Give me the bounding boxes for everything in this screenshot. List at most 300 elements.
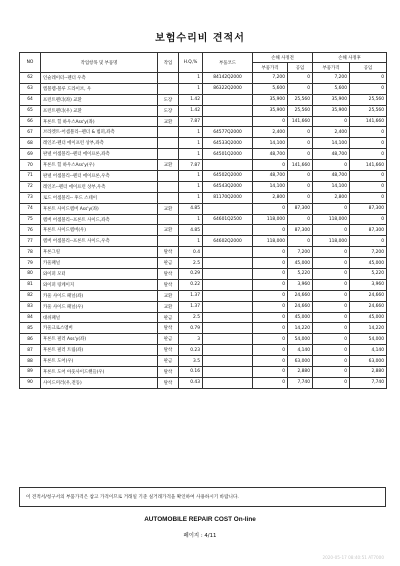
row-labor-after: 0 <box>350 83 387 94</box>
row-code <box>203 203 253 214</box>
row-labor-before: 63,000 <box>288 356 313 367</box>
row-part-price-before: 14,100 <box>253 181 288 192</box>
row-part-price-before: 0 <box>253 312 288 323</box>
row-part-price-after: 0 <box>313 116 350 127</box>
row-work <box>158 73 179 84</box>
row-labor-before: 24,660 <box>288 290 313 301</box>
row-part-price-before: 0 <box>253 116 288 127</box>
row-labor-after: 24,660 <box>350 301 387 312</box>
row-hqty: 0.29 <box>179 269 203 280</box>
row-hqty: 1 <box>179 73 203 84</box>
row-code <box>203 377 253 388</box>
row-item: 레인조-펜더 에이프런 상부,좌측 <box>41 138 158 149</box>
table-row <box>20 345 387 356</box>
table-row <box>20 94 387 105</box>
row-item: 후론트 사이드멤버 Ass'y(좌) <box>41 203 158 214</box>
row-labor-after: 63,000 <box>350 356 387 367</box>
row-part-price-after: 0 <box>313 225 350 236</box>
row-work: 탈착 <box>158 279 179 290</box>
header-code: 부품코드 <box>203 53 253 73</box>
row-labor-after: 0 <box>350 127 387 138</box>
header-after-adjust: 손해 사정후 <box>313 53 387 63</box>
row-labor-after: 0 <box>350 138 387 149</box>
row-item: 판넬 어셈블리--펜더 에이프론,좌측 <box>41 149 158 160</box>
table-row <box>20 236 387 247</box>
row-part-price-before: 35,900 <box>253 94 288 105</box>
header-no: NO <box>20 53 41 73</box>
table-row <box>20 377 387 388</box>
row-labor-after: 3,960 <box>350 279 387 290</box>
table-row <box>20 127 387 138</box>
row-code <box>203 367 253 378</box>
page-number: 페이지 : 4/11 <box>183 533 217 539</box>
row-code <box>203 105 253 116</box>
row-work: 판금 <box>158 258 179 269</box>
row-no: 81 <box>20 279 41 290</box>
row-item: 멤버 어셈블리--프론트 사이드,좌측 <box>41 214 158 225</box>
table-row <box>20 356 387 367</box>
row-part-price-before: 0 <box>253 247 288 258</box>
row-item: 판넬 어셈블리--펜더 에이프론,우측 <box>41 171 158 182</box>
row-part-price-before: 35,900 <box>253 105 288 116</box>
row-part-price-before: 2,800 <box>253 192 288 203</box>
row-labor-before: 0 <box>288 73 313 84</box>
row-part-price-before: 0 <box>253 367 288 378</box>
row-no: 88 <box>20 356 41 367</box>
row-item: 카울 사이드 패널(좌) <box>41 290 158 301</box>
row-code: 64501Q2000 <box>203 149 253 160</box>
print-stamp: 2020-05-17 08:40:51 AT7000 <box>322 555 384 560</box>
table-row <box>20 290 387 301</box>
row-labor-after: 25,560 <box>350 94 387 105</box>
row-labor-after: 87,300 <box>350 203 387 214</box>
row-no: 78 <box>20 247 41 258</box>
row-hqty: 7.87 <box>179 116 203 127</box>
row-part-price-before: 0 <box>253 279 288 290</box>
row-labor-after: 0 <box>350 171 387 182</box>
table-row <box>20 116 387 127</box>
row-work <box>158 127 179 138</box>
row-item: 후론트 힐 하우스Ass'y(좌) <box>41 116 158 127</box>
row-labor-before: 5,220 <box>288 269 313 280</box>
row-labor-before: 25,560 <box>288 105 313 116</box>
row-work <box>158 83 179 94</box>
row-code <box>203 258 253 269</box>
row-work: 교환 <box>158 301 179 312</box>
table-row <box>20 203 387 214</box>
row-hqty: 0.79 <box>179 323 203 334</box>
row-labor-before: 0 <box>288 236 313 247</box>
row-part-price-after: 0 <box>313 203 350 214</box>
row-labor-before: 141,660 <box>288 160 313 171</box>
table-row <box>20 83 387 94</box>
row-item: 후론트 필러 Ass'y(좌) <box>41 334 158 345</box>
row-hqty: 1 <box>179 214 203 225</box>
row-part-price-before: 0 <box>253 334 288 345</box>
table-row <box>20 171 387 182</box>
row-hqty: 1 <box>179 171 203 182</box>
row-work: 교환 <box>158 290 179 301</box>
row-labor-after: 0 <box>350 149 387 160</box>
row-part-price-after: 7,200 <box>313 73 350 84</box>
row-labor-after: 54,000 <box>350 334 387 345</box>
row-labor-before: 24,660 <box>288 301 313 312</box>
row-labor-before: 2,880 <box>288 367 313 378</box>
row-hqty: 1 <box>179 127 203 138</box>
row-part-price-after: 0 <box>313 247 350 258</box>
row-item: 레인조--펜더 에이프런 상부,우측 <box>41 181 158 192</box>
row-part-price-before: 0 <box>253 290 288 301</box>
row-item: 후론트 힐 하우스Ass'y(우) <box>41 160 158 171</box>
row-part-price-after: 0 <box>313 345 350 356</box>
row-part-price-before: 0 <box>253 345 288 356</box>
row-no: 71 <box>20 171 41 182</box>
row-part-price-after: 0 <box>313 356 350 367</box>
row-hqty: 1.37 <box>179 301 203 312</box>
row-labor-before: 87,300 <box>288 225 313 236</box>
row-item: 대쉬패널 <box>41 312 158 323</box>
row-item: 후론트 도어 아웃사이드핸들(우) <box>41 367 158 378</box>
row-code <box>203 290 253 301</box>
header-work: 작업 <box>158 53 179 73</box>
row-labor-after: 4,140 <box>350 345 387 356</box>
row-no: 87 <box>20 345 41 356</box>
row-labor-before: 0 <box>288 171 313 182</box>
row-part-price-before: 7,200 <box>253 73 288 84</box>
row-part-price-after: 0 <box>313 367 350 378</box>
row-code <box>203 160 253 171</box>
row-part-price-before: 0 <box>253 203 288 214</box>
row-code: 81170Q2000 <box>203 192 253 203</box>
row-hqty: 0.43 <box>179 377 203 388</box>
row-part-price-after: 2,800 <box>313 192 350 203</box>
price-notice: 이 견적서/청구서의 부품가격은 참고 가격이므로 거래일 기준 실거래가격을 확인하여 사용하시기 바랍니다. <box>19 487 386 507</box>
row-item: 프런트펜더(좌) 교환 <box>41 94 158 105</box>
header-part-price-after: 부품가격 <box>313 63 350 73</box>
row-part-price-after: 0 <box>313 160 350 171</box>
row-work <box>158 214 179 225</box>
row-labor-after: 87,300 <box>350 225 387 236</box>
row-part-price-before: 14,100 <box>253 138 288 149</box>
row-hqty: 2.5 <box>179 312 203 323</box>
table-row <box>20 214 387 225</box>
row-item: 인슐레이터--펜더 우측 <box>41 73 158 84</box>
footer-title: AUTOMOBILE REPAIR COST On-line <box>144 516 256 523</box>
row-labor-after: 141,660 <box>350 160 387 171</box>
row-hqty: 0.23 <box>179 345 203 356</box>
table-row <box>20 323 387 334</box>
row-labor-before: 0 <box>288 214 313 225</box>
row-work: 탈착 <box>158 345 179 356</box>
row-code <box>203 301 253 312</box>
row-part-price-before: 118,000 <box>253 214 288 225</box>
row-no: 67 <box>20 127 41 138</box>
table-row <box>20 247 387 258</box>
row-labor-before: 25,560 <box>288 94 313 105</box>
row-labor-before: 141,660 <box>288 116 313 127</box>
row-part-price-after: 14,100 <box>313 181 350 192</box>
row-part-price-before: 0 <box>253 356 288 367</box>
row-labor-after: 7,200 <box>350 247 387 258</box>
row-code <box>203 94 253 105</box>
row-labor-after: 45,000 <box>350 312 387 323</box>
row-part-price-after: 0 <box>313 323 350 334</box>
row-no: 65 <box>20 105 41 116</box>
row-code <box>203 356 253 367</box>
row-hqty: 0.4 <box>179 247 203 258</box>
row-part-price-after: 5,600 <box>313 83 350 94</box>
row-no: 68 <box>20 138 41 149</box>
row-code <box>203 279 253 290</box>
row-work: 탈착 <box>158 367 179 378</box>
row-part-price-after: 118,000 <box>313 214 350 225</box>
table-row <box>20 334 387 345</box>
header-labor-before: 공임 <box>288 63 313 73</box>
row-code <box>203 225 253 236</box>
row-part-price-after: 0 <box>313 312 350 323</box>
row-labor-before: 45,000 <box>288 312 313 323</box>
row-part-price-before: 0 <box>253 160 288 171</box>
row-labor-after: 5,220 <box>350 269 387 280</box>
header-item: 작업항목 및 부품명 <box>41 53 158 73</box>
row-work: 탈착 <box>158 269 179 280</box>
table-row <box>20 279 387 290</box>
row-hqty: 3 <box>179 334 203 345</box>
row-item: 브라켓트-어셈블리--펜더 & 범퍼,좌측 <box>41 127 158 138</box>
row-item: 카울패널 <box>41 258 158 269</box>
row-no: 62 <box>20 73 41 84</box>
table-row <box>20 225 387 236</box>
row-hqty: 1 <box>179 181 203 192</box>
row-labor-before: 0 <box>288 138 313 149</box>
row-item: 멤버 어셈블리--프론트 사이드,우측 <box>41 236 158 247</box>
row-hqty: 3.5 <box>179 356 203 367</box>
row-code <box>203 323 253 334</box>
row-work: 도장 <box>158 94 179 105</box>
row-labor-before: 0 <box>288 127 313 138</box>
row-no: 75 <box>20 214 41 225</box>
row-labor-after: 25,560 <box>350 105 387 116</box>
row-labor-after: 0 <box>350 73 387 84</box>
header-labor-after: 공임 <box>350 63 387 73</box>
row-hqty: 1 <box>179 149 203 160</box>
row-part-price-after: 48,700 <box>313 149 350 160</box>
row-work: 탈착 <box>158 323 179 334</box>
row-code <box>203 312 253 323</box>
row-part-price-after: 0 <box>313 301 350 312</box>
row-work <box>158 138 179 149</box>
row-code: 64543Q2000 <box>203 181 253 192</box>
row-labor-before: 3,960 <box>288 279 313 290</box>
table-row <box>20 269 387 280</box>
row-labor-after: 45,000 <box>350 258 387 269</box>
row-code: 64502Q2000 <box>203 171 253 182</box>
row-labor-before: 4,140 <box>288 345 313 356</box>
row-part-price-before: 48,700 <box>253 149 288 160</box>
row-labor-before: 45,000 <box>288 258 313 269</box>
table-row <box>20 149 387 160</box>
row-part-price-after: 35,900 <box>313 105 350 116</box>
row-code: 64533Q2000 <box>203 138 253 149</box>
row-hqty: 1 <box>179 138 203 149</box>
table-row <box>20 312 387 323</box>
row-code: 64602Q2000 <box>203 236 253 247</box>
row-code <box>203 345 253 356</box>
row-item: 후론트 사이드멤버(우) <box>41 225 158 236</box>
row-labor-before: 54,000 <box>288 334 313 345</box>
row-work: 판금 <box>158 312 179 323</box>
row-work: 도장 <box>158 105 179 116</box>
row-hqty: 1 <box>179 192 203 203</box>
table-row <box>20 258 387 269</box>
row-work: 판금 <box>158 334 179 345</box>
row-part-price-after: 48,700 <box>313 171 350 182</box>
row-labor-before: 7,740 <box>288 377 313 388</box>
row-work <box>158 236 179 247</box>
row-work: 교환 <box>158 160 179 171</box>
row-hqty: 1.42 <box>179 94 203 105</box>
row-no: 82 <box>20 290 41 301</box>
row-work: 판금 <box>158 356 179 367</box>
table-row <box>20 301 387 312</box>
row-item: 엠블렘-블루 드라이브, 우 <box>41 83 158 94</box>
row-no: 72 <box>20 181 41 192</box>
row-hqty: 1.37 <box>179 290 203 301</box>
row-hqty: 0.16 <box>179 367 203 378</box>
row-part-price-after: 0 <box>313 269 350 280</box>
row-item: 와이퍼 모터 <box>41 269 158 280</box>
row-labor-after: 0 <box>350 236 387 247</box>
header-hqty: H.Q,% <box>179 53 203 73</box>
row-labor-after: 24,660 <box>350 290 387 301</box>
row-code: 64577Q2000 <box>203 127 253 138</box>
row-work <box>158 149 179 160</box>
row-work: 탈착 <box>158 377 179 388</box>
row-item: 후론트 필러 트림(좌) <box>41 345 158 356</box>
row-part-price-before: 2,400 <box>253 127 288 138</box>
row-part-price-before: 0 <box>253 269 288 280</box>
row-hqty: 1 <box>179 83 203 94</box>
row-part-price-after: 0 <box>313 334 350 345</box>
table-row <box>20 138 387 149</box>
row-no: 80 <box>20 269 41 280</box>
row-part-price-before: 0 <box>253 258 288 269</box>
row-no: 76 <box>20 225 41 236</box>
row-item: 후론트 도어(우) <box>41 356 158 367</box>
row-labor-after: 0 <box>350 192 387 203</box>
table-row <box>20 367 387 378</box>
row-no: 79 <box>20 258 41 269</box>
row-no: 84 <box>20 312 41 323</box>
row-no: 64 <box>20 94 41 105</box>
row-code <box>203 247 253 258</box>
row-item: 와이퍼 링케이지 <box>41 279 158 290</box>
row-part-price-before: 118,000 <box>253 236 288 247</box>
row-work: 교환 <box>158 116 179 127</box>
row-part-price-before: 48,700 <box>253 171 288 182</box>
header-part-price-before: 부품가격 <box>253 63 288 73</box>
row-part-price-after: 0 <box>313 290 350 301</box>
row-no: 74 <box>20 203 41 214</box>
row-labor-after: 0 <box>350 181 387 192</box>
row-labor-before: 87,300 <box>288 203 313 214</box>
header-before-adjust: 손해 사정전 <box>253 53 313 63</box>
row-work <box>158 181 179 192</box>
estimate-table <box>19 52 387 389</box>
row-code: 64601Q2500 <box>203 214 253 225</box>
row-part-price-before: 0 <box>253 225 288 236</box>
table-row <box>20 105 387 116</box>
row-part-price-after: 2,400 <box>313 127 350 138</box>
row-labor-after: 2,880 <box>350 367 387 378</box>
row-work <box>158 192 179 203</box>
row-item: 후론그릴 <box>41 247 158 258</box>
row-no: 89 <box>20 367 41 378</box>
row-work: 교환 <box>158 225 179 236</box>
row-item: 카울 사이드 패널(우) <box>41 301 158 312</box>
row-part-price-after: 0 <box>313 279 350 290</box>
row-labor-after: 7,740 <box>350 377 387 388</box>
row-hqty: 4.85 <box>179 225 203 236</box>
row-part-price-after: 118,000 <box>313 236 350 247</box>
row-no: 73 <box>20 192 41 203</box>
row-labor-before: 0 <box>288 181 313 192</box>
row-no: 86 <box>20 334 41 345</box>
row-no: 77 <box>20 236 41 247</box>
row-work: 교환 <box>158 203 179 214</box>
row-part-price-after: 0 <box>313 377 350 388</box>
row-item: 로드 어셈블리-- 후드 스테이 <box>41 192 158 203</box>
row-labor-after: 14,220 <box>350 323 387 334</box>
row-no: 66 <box>20 116 41 127</box>
row-labor-before: 0 <box>288 83 313 94</box>
row-code: 84142Q2000 <box>203 73 253 84</box>
row-labor-before: 0 <box>288 192 313 203</box>
row-labor-before: 14,220 <box>288 323 313 334</box>
row-labor-before: 0 <box>288 149 313 160</box>
row-work: 탈착 <box>158 247 179 258</box>
row-code: 86322Q2000 <box>203 83 253 94</box>
table-row <box>20 192 387 203</box>
row-hqty: 7.87 <box>179 160 203 171</box>
row-hqty: 1.42 <box>179 105 203 116</box>
row-part-price-after: 0 <box>313 258 350 269</box>
row-part-price-before: 0 <box>253 323 288 334</box>
row-part-price-after: 14,100 <box>313 138 350 149</box>
row-no: 83 <box>20 301 41 312</box>
page-title: 보험수리비 견적서 <box>155 33 245 44</box>
row-no: 69 <box>20 149 41 160</box>
table-row <box>20 160 387 171</box>
row-part-price-before: 0 <box>253 377 288 388</box>
row-code <box>203 116 253 127</box>
row-no: 70 <box>20 160 41 171</box>
row-no: 90 <box>20 377 41 388</box>
row-labor-after: 141,660 <box>350 116 387 127</box>
row-item: 카울크로스멤버 <box>41 323 158 334</box>
row-part-price-before: 5,600 <box>253 83 288 94</box>
row-no: 85 <box>20 323 41 334</box>
row-work <box>158 171 179 182</box>
row-code <box>203 334 253 345</box>
table-row <box>20 73 387 84</box>
row-labor-before: 7,200 <box>288 247 313 258</box>
row-part-price-before: 0 <box>253 301 288 312</box>
row-part-price-after: 35,900 <box>313 94 350 105</box>
row-no: 63 <box>20 83 41 94</box>
row-hqty: 1 <box>179 236 203 247</box>
row-item: 사이드미러(우,전동) <box>41 377 158 388</box>
